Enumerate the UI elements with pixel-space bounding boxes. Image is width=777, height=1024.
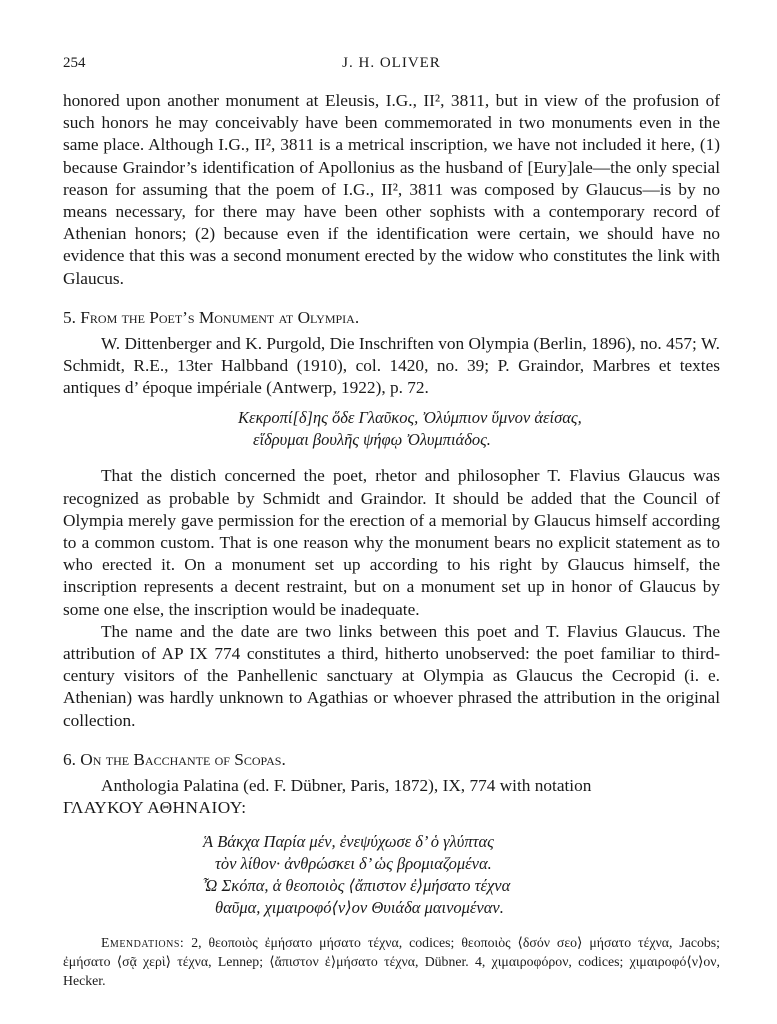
page-number: 254 xyxy=(63,55,86,71)
section-6-number: 6. xyxy=(63,749,76,769)
section-5-paragraph-2: The name and the date are two links between this poet and T. Flavius Glaucus. The attribution of AP IX 774 constitutes a third, hitherto unobserved: the poet familiar to third-century visitors of the Panhellenic sanctuary at Olympia as Glaucus the Cecropid (i. e. Athenian) was hardly unknown to Agathias or whoever phrased the attribution in the original collection. xyxy=(63,621,720,730)
section-5-paragraph-1: That the distich concerned the poet, rhetor and philosopher T. Flavius Glaucus was recognized as probable by Schmidt and Graindor. It should be added that the Council of Olympia merely gave permission for the erection of a memorial by Glaucus himself according to a common custom. That is one reason why the monument bears no explicit statement as to who erected it. On a monument set up according to his right by Glaucus himself, the inscription represents a decent restraint, but on a monument set up in honor of Glaucus by some one else, the inscription would be inadequate. xyxy=(63,466,720,619)
olympia-inscription xyxy=(63,407,720,451)
emendations-note xyxy=(63,933,720,990)
epigram-line-2: τὸν λίθον· ἀνθρώσκει δ’ ὡς βρομιαζομένα. xyxy=(215,854,492,874)
section-5-number: 5. xyxy=(63,307,76,327)
section-6-heading xyxy=(63,749,720,771)
section-6-title: On the Bacchante of Scopas. xyxy=(80,749,286,769)
emendations-text: 2, θεοποιὸς ἐμήσατο μήσατο τέχνα, codices; θεοποιὸς ⟨δσόν σεο⟩ μήσατο τέχνα, Jacobs; ἐμήσατο ⟨σᾷ χερὶ⟩ τέχνα, Lennep; ⟨ἄπιστον ἐ⟩μήσατο τέχνα, Dübner. 4, χιμαιροφόρον, codices; χιμαιροφό⟨ν⟩ον, Hecker. xyxy=(63,935,720,989)
emendations-label: Emendations: xyxy=(101,935,185,951)
intro-paragraph: honored upon another monument at Eleusis, I.G., II², 3811, but in view of the profusion of such honors he may conceivably have been commemorated in two monuments even in the same place. Although I.G., II², 3811 is a metrical inscription, we have not included it here, (1) because Graindor’s identification of Apollonius as the husband of [Eury]ale—the only special reason for assuming that the poem of I.G., II², 3811 was composed by Glaucus—is by no means necessary, for there may have been other sophists with a contemporary record of Athenian honors; (2) because even if the identification were certain, we should have no evidence that this was a second monument erected by the widow who constitutes the link with Glaucus. xyxy=(63,91,720,288)
epigram-line-4: θαῦμα, χιμαιροφό⟨ν⟩ον Θυιάδα μαινομέναν. xyxy=(215,898,504,918)
section-5-heading xyxy=(63,307,720,329)
bacchante-epigram xyxy=(63,831,720,919)
section-5-bibliography: W. Dittenberger and K. Purgold, Die Inschriften von Olympia (Berlin, 1896), no. 457; W. Schmidt, R.E., 13ter Halbband (1910), col. 1420, no. 39; P. Graindor, Marbres et textes antiques d’ époque impériale (Antwerp, 1922), p. 72. xyxy=(63,333,720,398)
inscription-line-2: εἵδρυμαι βουλῆς ψήφῳ Ὀλυμπιάδος. xyxy=(253,430,491,450)
running-head xyxy=(63,55,720,77)
inscription-line-1: Κεκροπί[δ]ης ὅδε Γλαῦκος, Ὀλύμπιον ὕμνον ἀείσας, xyxy=(238,408,582,428)
glaucus-notation: ΓΛΑΥΚΟΥ ΑΘΗΝΑΙΟΥ: xyxy=(63,798,247,818)
epigram-line-3: Ὦ Σκόπα, ἁ θεοποιὸς ⟨ἄπιστον ἐ⟩μήσατο τέχνα xyxy=(203,876,511,896)
section-5-title: From the Poet’s Monument at Olympia. xyxy=(80,307,360,327)
section-6-bibliography: Anthologia Palatina (ed. F. Dübner, Paris, 1872), IX, 774 with notation xyxy=(101,775,592,795)
epigram-line-1: Ἁ Βάκχα Παρία μέν, ἐνεψύχωσε δ’ ὁ γλύπτας xyxy=(203,832,494,852)
page xyxy=(63,55,720,990)
running-title: J. H. OLIVER xyxy=(342,55,441,71)
